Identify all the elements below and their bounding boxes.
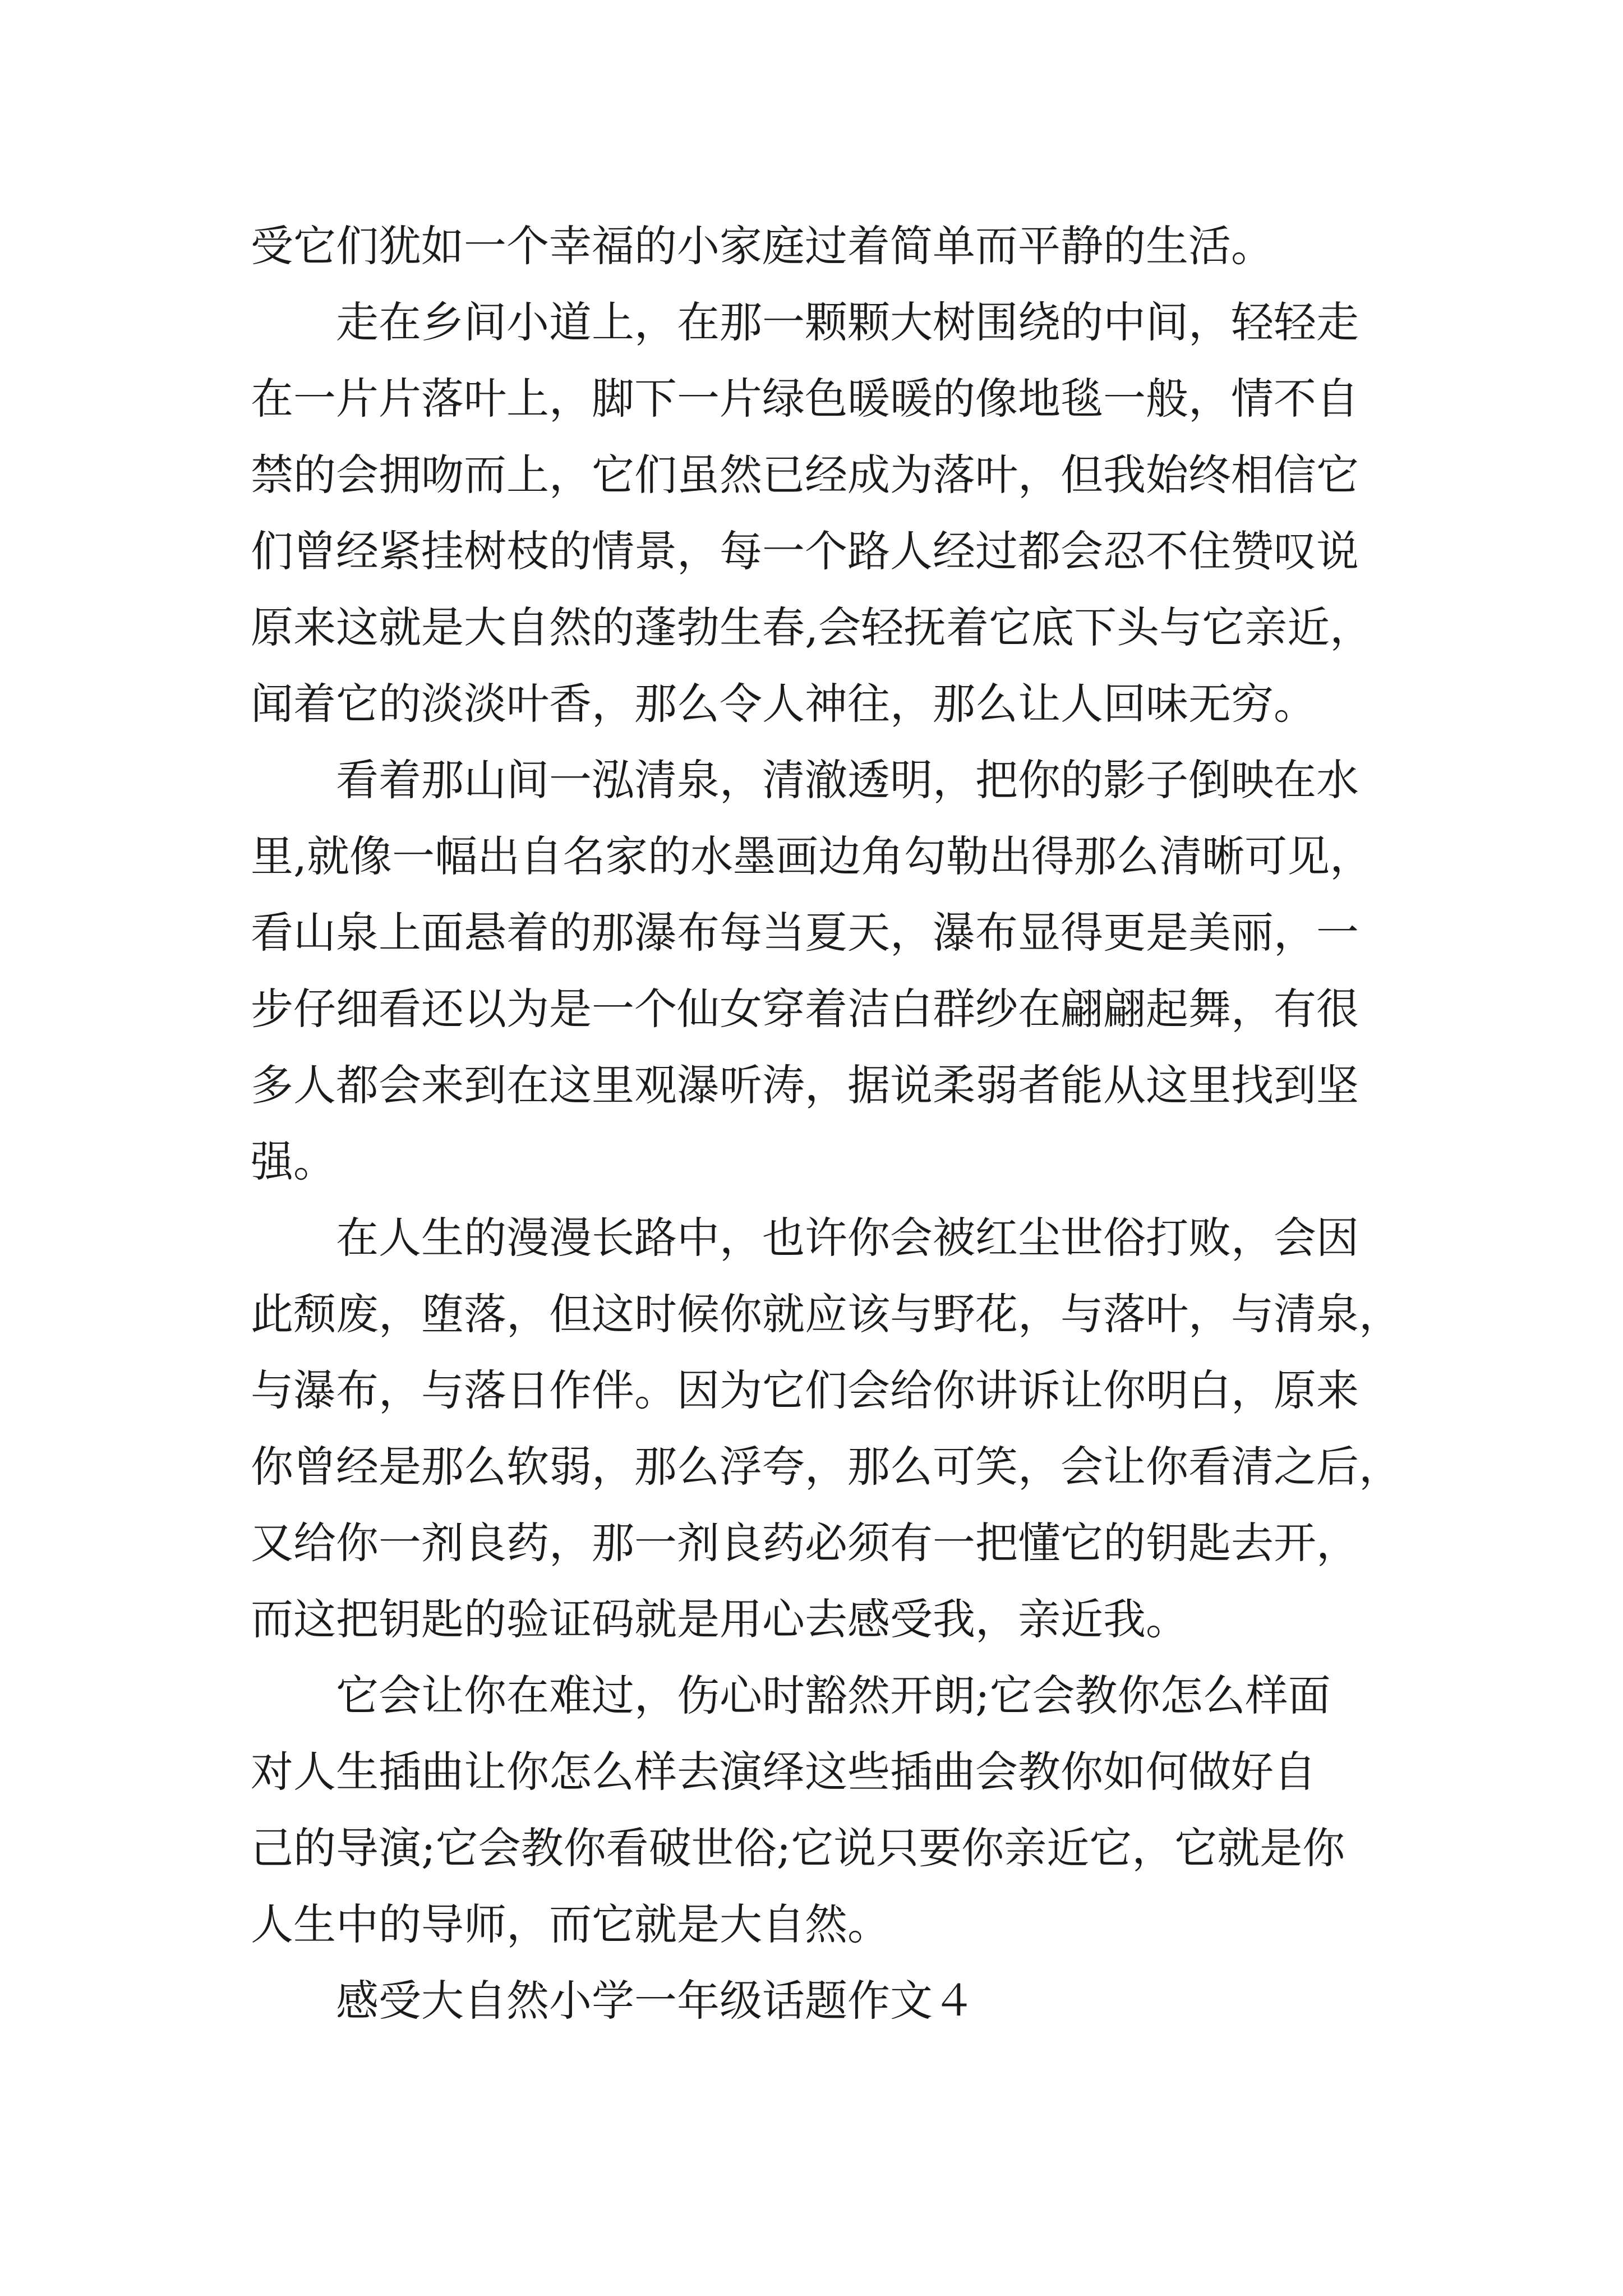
text-line: 强。 <box>251 1137 336 1186</box>
text-line: 受它们犹如一个幸福的小家庭过着简单而平静的生活。 <box>251 221 1274 271</box>
text-line: 看着那山间一泓清泉，清澈透明，把你的影子倒映在水 <box>251 755 1359 805</box>
text-line: 与瀑布，与落日作伴。因为它们会给你讲诉让你明白，原来 <box>251 1365 1359 1415</box>
text-line: 里,就像一幅出自名家的水墨画边角勾勒出得那么清晰可见， <box>251 831 1373 881</box>
text-line: 原来这就是大自然的蓬勃生春,会轻抚着它底下头与它亲近， <box>251 602 1373 652</box>
text-line: 在人生的漫漫长路中，也许你会被红尘世俗打败，会因 <box>251 1213 1359 1263</box>
text-line: 而这把钥匙的验证码就是用心去感受我，亲近我。 <box>251 1594 1188 1644</box>
text-line: 己的导演;它会教你看破世俗;它说只要你亲近它，它就是你 <box>251 1823 1345 1873</box>
text-line: 它会让你在难过，伤心时豁然开朗;它会教你怎么样面 <box>251 1671 1331 1720</box>
text-line: 闻着它的淡淡叶香，那么令人神往，那么让人回味无穷。 <box>251 679 1316 729</box>
heading-line: 感受大自然小学一年级话题作文４ <box>251 1976 975 2026</box>
text-line: 禁的会拥吻而上，它们虽然已经成为落叶，但我始终相信它 <box>251 450 1359 500</box>
paragraph-4 <box>251 1200 1401 1658</box>
paragraph-5 <box>251 1658 1384 1963</box>
text-line: 走在乡间小道上，在那一颗颗大树围绕的中间，轻轻走 <box>251 297 1359 347</box>
paragraph-2 <box>251 284 1384 742</box>
text-line: 人生中的导师，而它就是大自然。 <box>251 1899 890 1949</box>
body-text <box>251 208 1401 2039</box>
text-line: 你曾经是那么软弱，那么浮夸，那么可笑，会让你看清之后， <box>251 1442 1401 1492</box>
text-line: 对人生插曲让你怎么样去演绎这些插曲会教你如何做好自 <box>251 1747 1316 1797</box>
text-line: 看山泉上面悬着的那瀑布每当夏天，瀑布显得更是美丽，一 <box>251 908 1359 958</box>
paragraph-1 <box>251 208 1384 284</box>
text-line: 们曾经紧挂树枝的情景，每一个路人经过都会忍不住赞叹说 <box>251 526 1359 576</box>
text-line: 步仔细看还以为是一个仙女穿着洁白群纱在翩翩起舞，有很 <box>251 984 1359 1034</box>
text-line: 此颓废，堕落，但这时候你就应该与野花，与落叶，与清泉， <box>251 1289 1401 1339</box>
text-line: 在一片片落叶上，脚下一片绿色暖暖的像地毯一般，情不自 <box>251 374 1359 424</box>
text-line: 又给你一剂良药，那一剂良药必须有一把懂它的钥匙去开， <box>251 1518 1359 1568</box>
section-heading <box>251 1963 1384 2039</box>
text-line: 多人都会来到在这里观瀑听涛，据说柔弱者能从这里找到坚 <box>251 1060 1359 1110</box>
paragraph-3 <box>251 742 1384 1200</box>
